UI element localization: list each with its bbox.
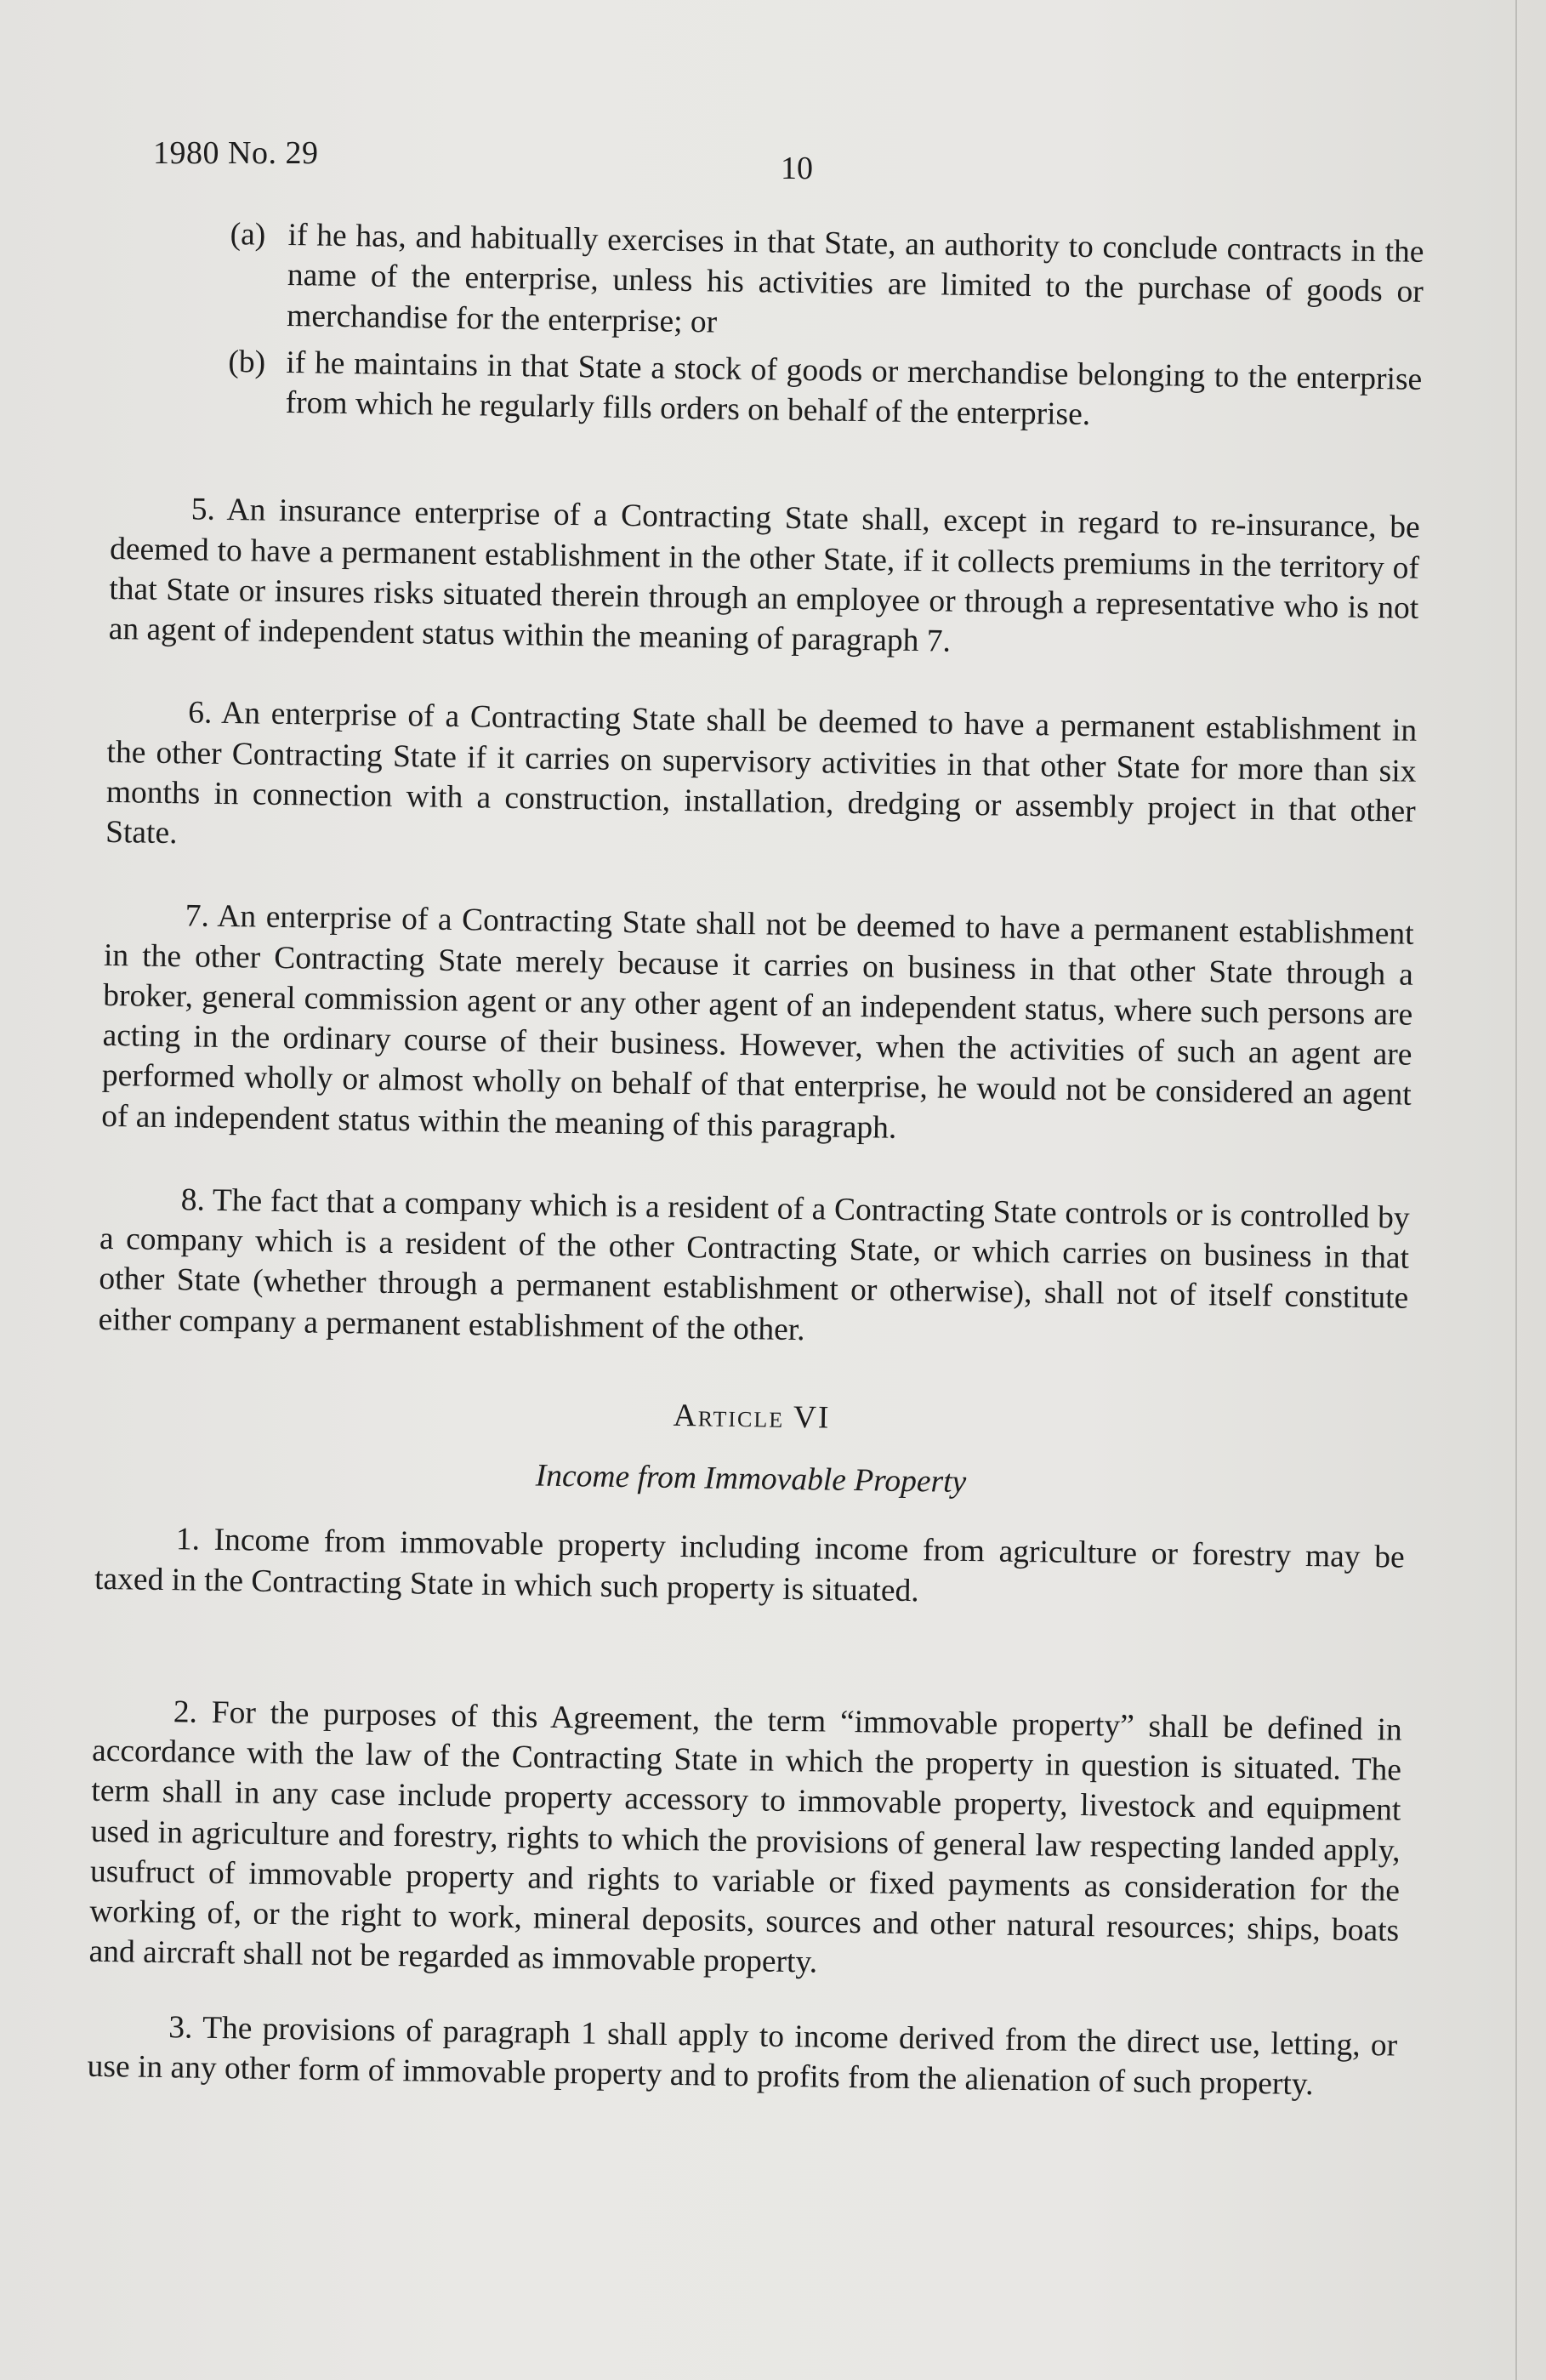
page-edge-line [1515, 0, 1517, 2380]
list-item [113, 213, 1424, 353]
paragraph-6: 6. An enterprise of a Contracting State shall be deemed to have a permanent establishment in the other Contracting State if it carries on supervisory activities in that other State for more than six months in connection with a construction, installation, dredging or assembly project in that other State. [105, 695, 1418, 851]
page-number: 10 [781, 151, 813, 186]
paragraph-8: 8. The fact that a company which is a resident of a Contracting State controls or is controlled by a company which is a resident of the other Contracting State, or which carries on business in that other State (whether through a permanent establishment or otherwise), shall not of itself constitute either company a permanent establishment of the other. [98, 1182, 1410, 1347]
article-paragraph-3: 3. The provisions of paragraph 1 shall apply to income derived from the direct use, letting, or use in any other form of immovable property and to profits from the alienation of such property. [87, 2009, 1398, 2102]
article-subheading: Income from Immovable Property [535, 1458, 967, 1500]
paragraph-5: 5. An insurance enterprise of a Contracting State shall, except in regard to re-insurance, be deemed to have a permanent establishment in the other State, if it collects premiums in the territory of that State or insures risks situated therein through an employee or through a representative who is not an agent of independent status within the meaning of paragraph 7. [108, 492, 1420, 659]
list-item [111, 340, 1422, 440]
document-body [87, 213, 1424, 2106]
document-reference: 1980 No. 29 [153, 135, 319, 171]
list-item-text: if he has, and habitually exercises in that State, an authority to conclude contracts in the name of the enterprise, unless his activities are limited to the purchase of goods or merchandise for the enterprise; or [286, 218, 1424, 340]
list-item-text: if he maintains in that State a stock of goods or merchandise belonging to the enterprise from which he regularly fills orders on behalf of the enterprise. [285, 344, 1423, 433]
list-item-label: (b) [228, 344, 266, 380]
article-paragraph-2: 2. For the purposes of this Agreement, the term “immovable property” shall be defined in accordance with the law of the Contracting State in which the property in question is situated. The term shall in any case include property accessory to immovable property, livestock and equipment used in agriculture and forestry, rights to which the provisions of general law respecting landed apply, usufruct of immovable property and rights to variable or fixed payments as consideration for the working of, or the right to work, mineral deposits, sources and other natural resources; ships, boats and aircraft shall not be regarded as immovable property. [88, 1694, 1403, 1980]
article-paragraph-1: 1. Income from immovable property including income from agriculture or forestry may be taxed in the Contracting State in which such property is situated. [94, 1522, 1406, 1608]
list-item-label: (a) [230, 217, 266, 253]
article-heading: Article VI [673, 1398, 831, 1436]
paragraph-7: 7. An enterprise of a Contracting State shall not be deemed to have a permanent establishment in the other Contracting State merely because it carries on business in that other State through a broker, general commission agent or any other agent of an independent status, where such persons are acting in the ordinary course of their business. However, when the activities of such an agent are performed wholly or almost wholly on behalf of that enterprise, he would not be considered an agent of an independent status within the meaning of this paragraph. [100, 898, 1414, 1146]
